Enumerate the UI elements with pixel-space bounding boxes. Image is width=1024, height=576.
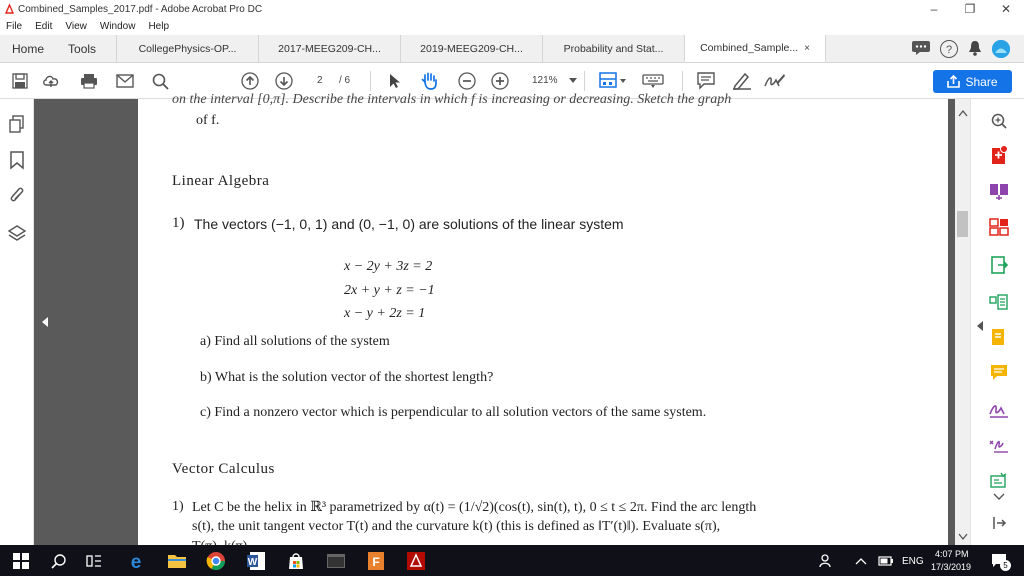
app-window-icon[interactable] xyxy=(325,550,347,572)
left-navigation-rail xyxy=(0,99,34,545)
hand-tool-icon[interactable] xyxy=(420,71,440,91)
page-down-icon[interactable] xyxy=(274,71,294,91)
highlight-pen-icon[interactable] xyxy=(732,71,752,91)
vertical-scrollbar[interactable] xyxy=(955,99,970,545)
acrobat-taskbar-icon[interactable] xyxy=(405,550,427,572)
total-pages: / 6 xyxy=(339,75,351,86)
add-comment-icon[interactable] xyxy=(989,363,1009,383)
collapse-left-panel-icon[interactable] xyxy=(42,317,48,327)
svg-text:W: W xyxy=(247,557,258,568)
menu-help[interactable]: Help xyxy=(148,21,170,32)
windows-taskbar xyxy=(0,545,1024,576)
part-a: a) Find all solutions of the system xyxy=(200,334,390,349)
menu-edit[interactable]: Edit xyxy=(35,21,53,32)
menu-bar xyxy=(0,18,1024,35)
acrobat-logo-icon xyxy=(3,3,15,15)
share-icon xyxy=(947,75,960,88)
menu-view[interactable]: View xyxy=(65,21,87,32)
create-pdf-icon[interactable] xyxy=(989,145,1009,165)
zoom-level-select[interactable]: 121% xyxy=(532,75,558,86)
close-window-button[interactable]: ✕ xyxy=(1000,2,1012,16)
windows-start-icon[interactable] xyxy=(10,550,32,572)
toolbar-divider xyxy=(682,71,683,91)
title-bar xyxy=(0,0,1024,18)
helix-problem-line-2: s(t), the unit tangent vector T(t) and the curvature k(t) (this is defined as ‖T′(t)‖). Evaluate s(π), xyxy=(192,519,721,534)
share-label: Share xyxy=(965,74,998,89)
expand-panel-icon[interactable] xyxy=(989,513,1009,533)
layers-icon[interactable] xyxy=(8,225,26,243)
send-for-signature-icon[interactable] xyxy=(989,434,1009,454)
toolbar-divider xyxy=(584,71,585,91)
of-f-text: of f. xyxy=(196,113,220,128)
account-avatar[interactable] xyxy=(992,40,1010,58)
doc-tab-label: Probability and Stat... xyxy=(563,42,664,55)
print-icon[interactable] xyxy=(79,71,99,91)
doc-tab-combined-samples[interactable] xyxy=(684,35,826,62)
page-thumbnails-icon[interactable] xyxy=(8,115,26,133)
comment-bubble-icon[interactable] xyxy=(912,41,930,58)
battery-icon[interactable] xyxy=(875,550,897,572)
problem-number: 1) xyxy=(172,215,185,231)
helix-problem-line-1: Let C be the helix in ℝ³ parametrized by α(t) = (1/√2)(cos(t), sin(t), t), 0 ≤ t ≤ 2π. Find the arc length xyxy=(192,500,757,515)
zoom-out-icon[interactable] xyxy=(457,71,477,91)
upload-cloud-icon[interactable] xyxy=(41,71,61,91)
store-icon[interactable] xyxy=(285,550,307,572)
section-heading-linear-algebra: Linear Algebra xyxy=(172,173,270,189)
fill-sign-icon[interactable] xyxy=(989,399,1009,419)
part-c: c) Find a nonzero vector which is perpendicular to all solution vectors of the same system. xyxy=(200,405,707,420)
tab-bar xyxy=(0,35,1024,63)
tab-tools[interactable]: Tools xyxy=(68,41,97,56)
combine-files-icon[interactable] xyxy=(989,181,1009,201)
scroll-up-icon[interactable] xyxy=(959,107,967,119)
problem-statement: The vectors (−1, 0, 1) and (0, −1, 0) are solutions of the linear system xyxy=(194,216,624,232)
select-cursor-icon[interactable] xyxy=(385,71,405,91)
zoom-panel-icon[interactable] xyxy=(989,111,1009,131)
bell-icon[interactable] xyxy=(968,40,982,59)
help-icon[interactable] xyxy=(940,40,958,58)
people-icon[interactable] xyxy=(816,550,838,572)
zoom-in-icon[interactable] xyxy=(490,71,510,91)
minimize-button[interactable]: – xyxy=(930,2,938,16)
doc-tab-label: CollegePhysics-OP... xyxy=(138,42,237,55)
file-explorer-icon[interactable] xyxy=(166,550,188,572)
save-icon[interactable] xyxy=(10,71,30,91)
chrome-icon[interactable] xyxy=(205,550,227,572)
problem-number: 1) xyxy=(172,499,184,514)
restore-button[interactable]: ❐ xyxy=(964,2,976,16)
chevron-down-icon[interactable] xyxy=(563,71,583,91)
current-page-input[interactable]: 2 xyxy=(317,75,323,86)
doc-tab-label: 2017-MEEG209-CH... xyxy=(278,42,381,55)
menu-window[interactable]: Window xyxy=(99,21,136,32)
language-indicator[interactable]: ENG xyxy=(902,556,924,567)
chevron-up-icon[interactable] xyxy=(850,550,872,572)
export-pdf-icon[interactable] xyxy=(989,255,1009,275)
menu-file[interactable]: File xyxy=(6,21,23,32)
clock-time[interactable]: 4:07 PM xyxy=(935,549,969,559)
toolbar-divider xyxy=(370,71,371,91)
tab-close-icon[interactable]: × xyxy=(804,42,810,54)
page-up-icon[interactable] xyxy=(240,71,260,91)
part-b: b) What is the solution vector of the shortest length? xyxy=(200,370,494,385)
comment-icon[interactable] xyxy=(696,71,716,91)
right-tools-panel xyxy=(970,99,1024,545)
window-title: Combined_Samples_2017.pdf - Adobe Acrobat Pro DC xyxy=(18,3,263,15)
doc-tab-probability[interactable] xyxy=(542,35,684,62)
document-viewport[interactable] xyxy=(34,92,955,545)
notification-count-badge: 5 xyxy=(1000,560,1011,571)
doc-tab-2019-meeg209[interactable] xyxy=(400,35,542,62)
scroll-down-icon[interactable] xyxy=(959,531,967,543)
cut-off-text-line: on the interval [0,π]. Describe the intervals in which f is increasing or decreasing. Sketch the graph xyxy=(172,92,732,107)
doc-tab-label: 2019-MEEG209-CH... xyxy=(420,42,523,55)
fit-page-icon[interactable] xyxy=(598,71,628,91)
chevron-down-icon[interactable] xyxy=(989,487,1009,507)
attachment-icon[interactable] xyxy=(8,187,26,205)
search-icon[interactable] xyxy=(48,550,70,572)
equation-1: x − 2y + 3z = 2 xyxy=(344,259,433,274)
equation-2: 2x + y + z = −1 xyxy=(344,283,435,298)
word-icon[interactable] xyxy=(245,550,267,572)
collapse-right-panel-icon[interactable] xyxy=(989,327,1009,347)
pdf-page xyxy=(138,92,948,545)
doc-tab-label: Combined_Sample... xyxy=(700,42,799,54)
tab-home[interactable]: Home xyxy=(12,41,45,56)
search-icon[interactable] xyxy=(150,71,170,91)
edge-browser-icon[interactable] xyxy=(125,550,147,572)
scrollbar-thumb[interactable] xyxy=(957,211,968,237)
doc-tab-college-physics[interactable] xyxy=(116,35,258,62)
clock-date[interactable]: 17/3/2019 xyxy=(931,562,972,572)
svg-text:?: ? xyxy=(945,44,953,56)
task-view-icon[interactable] xyxy=(83,550,105,572)
svg-text:e: e xyxy=(130,552,142,573)
doc-tab-2017-meeg209[interactable] xyxy=(258,35,400,62)
svg-text:F: F xyxy=(372,555,380,569)
email-icon[interactable] xyxy=(115,71,135,91)
keyboard-icon[interactable] xyxy=(640,71,666,91)
section-heading-vector-calculus: Vector Calculus xyxy=(172,461,275,477)
share-button[interactable] xyxy=(933,70,1012,93)
sign-icon[interactable] xyxy=(765,71,785,91)
edit-pdf-icon[interactable] xyxy=(989,292,1009,312)
file-app-icon[interactable] xyxy=(365,550,387,572)
equation-3: x − y + 2z = 1 xyxy=(344,306,426,321)
bookmark-icon[interactable] xyxy=(8,151,26,169)
organize-pages-icon[interactable] xyxy=(989,217,1009,237)
